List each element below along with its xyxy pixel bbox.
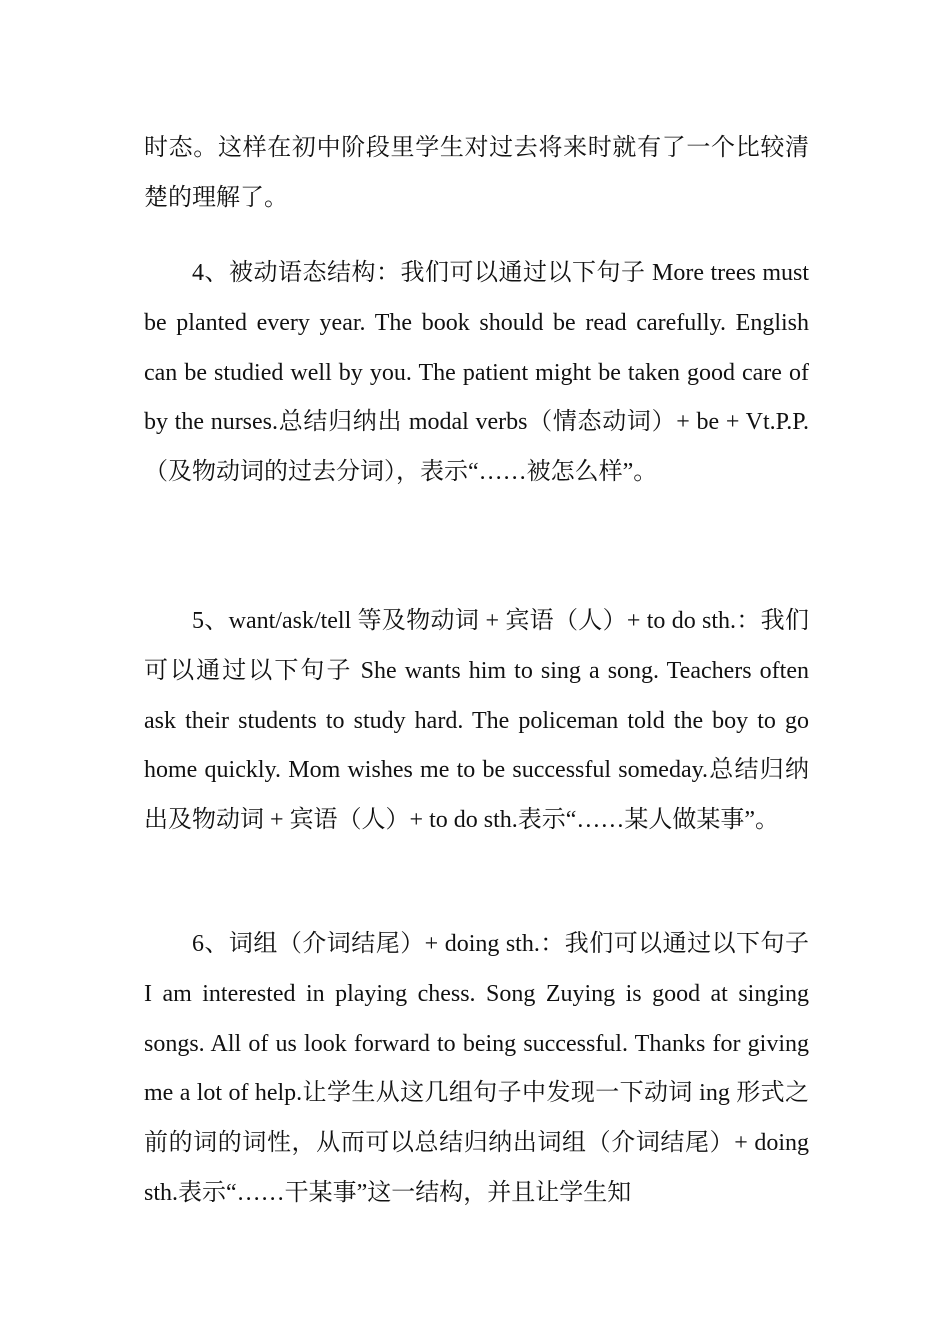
paragraph-passive-voice bbox=[144, 249, 809, 498]
paragraph-preposition-gerund bbox=[144, 920, 809, 1219]
paragraph-text: 6、词组（介词结尾）+ doing sth.：我们可以通过以下句子 I am interested in playing chess. Song Zuying is good at singing songs. All of us look forward to being successful. Thanks for giving me a lot of help.让学生从这几组句子中发现一下动词 ing 形式之前的词的词性，从而可以总结归纳出词组（介词结尾）+ doing sth.表示“……干某事”这一结构，并且让学生知 bbox=[144, 931, 809, 1206]
paragraph-text: 4、被动语态结构：我们可以通过以下句子 More trees must be planted every year. The book should be read carefully. English can be studied well by you. The patient might be taken good care of by the nurses.总结归纳出 modal verbs（情态动词）+ be + Vt.P.P.（及物动词的过去分词），表示“……被怎么样”。 bbox=[144, 260, 809, 486]
paragraph-continuation bbox=[144, 124, 809, 224]
paragraph-text: 时态。这样在初中阶段里学生对过去将来时就有了一个比较清楚的理解了。 bbox=[144, 135, 809, 211]
paragraph-verb-object-infinitive bbox=[144, 597, 809, 846]
paragraph-text: 5、want/ask/tell 等及物动词 + 宾语（人）+ to do sth.：我们可以通过以下句子 She wants him to sing a song. Teachers often ask their students to study hard. The policeman told the boy to go home quickly. Mom wishes me to be successful someday.总结归纳出及物动词 + 宾语（人）+ to do sth.表示“……某人做某事”。 bbox=[144, 608, 809, 834]
